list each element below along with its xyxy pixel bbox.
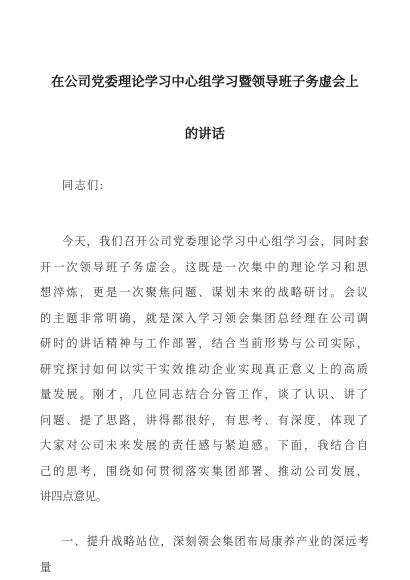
paragraph-line: 想淬炼，更是一次聚焦问题、谋划未来的战略研讨。会议	[40, 286, 370, 299]
document-title-line-2: 的讲话	[184, 127, 226, 142]
paragraph-line: 的主题非常明确，就是深入学习领会集团总经理在公司调	[40, 312, 370, 325]
salutation: 同志们:	[62, 179, 105, 192]
paragraph-line: 己的思考，围绕如何贯彻落实集团部署、推动公司发展，	[40, 465, 370, 478]
paragraph-line: 研究探讨如何以实干实效推动企业实现真正意义上的高质	[40, 363, 370, 376]
document-title-line-1: 在公司党委理论学习中心组学习暨领导班子务虚会上	[51, 75, 359, 90]
section-heading-line: 量	[40, 561, 52, 574]
paragraph-line: 研时的讲话精神与工作部署，结合当前形势与公司实际，	[40, 337, 370, 350]
paragraph-line: 讲四点意见。	[40, 490, 108, 503]
paragraph-line: 问题、提了思路，讲得都很好，有思考、有深度，体现了	[40, 414, 370, 427]
section-heading-line: 一、提升战略站位，深刻领会集团布局康养产业的深远考	[62, 535, 370, 548]
paragraph-line: 开一次领导班子务虚会。这既是一次集中的理论学习和思	[40, 261, 370, 274]
paragraph-line: 今天，我们召开公司党委理论学习中心组学习会，同时套	[62, 235, 370, 248]
paragraph-line: 大家对公司未来发展的责任感与紧迫感。下面，我结合自	[40, 439, 370, 452]
paragraph-line: 量发展。刚才，几位同志结合分管工作，谈了认识、讲了	[40, 388, 370, 401]
